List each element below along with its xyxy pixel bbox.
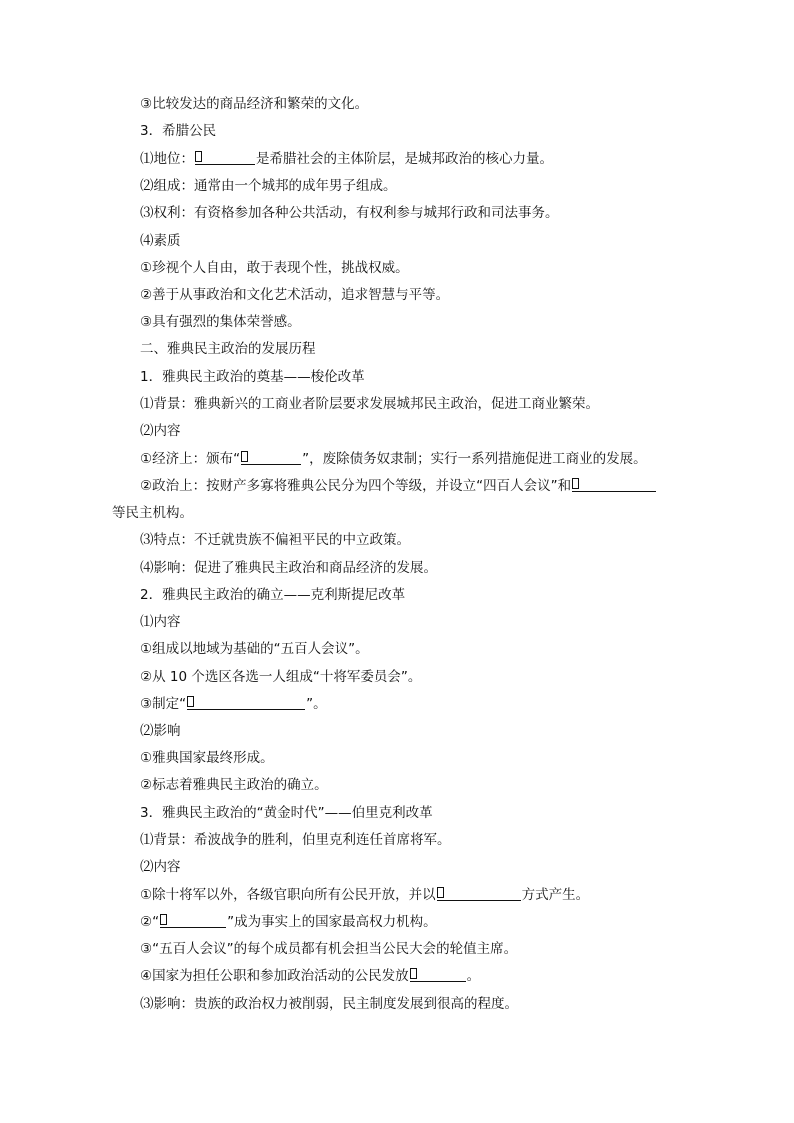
text-line — [140, 913, 437, 931]
text-span: ”，废除债务奴隶制；实行一系列措施促进工商业的发展。 — [302, 451, 647, 467]
text-line: ⑴背景：希波战争的胜利，伯里克利连任首席将军。 — [140, 832, 451, 848]
section-heading: 二、雅典民主政治的发展历程 — [140, 341, 316, 357]
text-line: ⑵内容 — [140, 423, 181, 439]
fill-blank[interactable] — [437, 886, 521, 901]
text-line: ⑴内容 — [140, 614, 181, 630]
text-span: ②“ — [140, 914, 160, 930]
text-line: ⑴背景：雅典新兴的工商业者阶层要求发展城邦民主政治，促进工商业繁荣。 — [140, 396, 599, 412]
text-line: ③具有强烈的集体荣誉感。 — [140, 314, 301, 330]
fill-blank[interactable] — [187, 695, 305, 710]
text-line: ③“五百人会议”的每个成员都有机会担当公民大会的轮值主席。 — [140, 941, 518, 957]
section-heading: 3．希腊公民 — [140, 123, 217, 139]
text-span: ⑴地位： — [140, 151, 194, 167]
text-line: ⑶特点：不迁就贵族不偏袒平民的中立政策。 — [140, 532, 410, 548]
text-span: ①除十将军以外，各级官职向所有公民开放，并以 — [140, 887, 436, 903]
section-heading: 2．雅典民主政治的确立——克利斯提尼改革 — [140, 587, 406, 603]
text-line: ①组成以地域为基础的“五百人会议”。 — [140, 641, 369, 657]
text-span: ②政治上：按财产多寡将雅典公民分为四个等级，并设立“四百人会议”和 — [140, 478, 572, 494]
text-line: ⑶权利：有资格参加各种公共活动，有权利参与城邦行政和司法事务。 — [140, 205, 559, 221]
text-line: ②善于从事政治和文化艺术活动，追求智慧与平等。 — [140, 287, 450, 303]
section-heading: 3．雅典民主政治的“黄金时代”——伯里克利改革 — [140, 805, 433, 821]
text-line: ⑷素质 — [140, 233, 181, 249]
fill-blank[interactable] — [410, 967, 466, 982]
text-line — [140, 886, 589, 904]
text-span: 是希腊社会的主体阶层，是城邦政治的核心力量。 — [256, 151, 553, 167]
text-line: ⑶影响：贵族的政治权力被削弱，民主制度发展到很高的程度。 — [140, 996, 518, 1012]
text-line — [140, 477, 657, 495]
text-span: ③制定“ — [140, 696, 187, 712]
section-heading: 1．雅典民主政治的奠基——梭伦改革 — [140, 369, 365, 385]
fill-blank[interactable] — [572, 477, 656, 492]
fill-blank[interactable] — [195, 150, 255, 165]
fill-blank[interactable] — [160, 913, 226, 928]
text-line: ②从 10 个选区各选一人组成“十将军委员会”。 — [140, 669, 422, 685]
text-line — [140, 450, 647, 468]
text-line: ⑷影响：促进了雅典民主政治和商品经济的发展。 — [140, 560, 437, 576]
text-line: ③比较发达的商品经济和繁荣的文化。 — [140, 96, 369, 112]
text-span: 。 — [466, 968, 481, 984]
text-line: ⑵组成：通常由一个城邦的成年男子组成。 — [140, 178, 397, 194]
text-line — [140, 150, 553, 168]
text-span: ”成为事实上的国家最高权力机构。 — [227, 914, 437, 930]
text-line: ⑵影响 — [140, 723, 181, 739]
text-line: ⑵内容 — [140, 859, 181, 875]
text-line: ①珍视个人自由，敢于表现个性，挑战权威。 — [140, 260, 409, 276]
text-line: 等民主机构。 — [112, 505, 193, 521]
text-span: ④国家为担任公职和参加政治活动的公民发放 — [140, 968, 409, 984]
text-line: ①雅典国家最终形成。 — [140, 750, 274, 766]
text-line — [140, 695, 327, 713]
text-span: ①经济上：颁布“ — [140, 451, 241, 467]
text-span: 方式产生。 — [521, 887, 590, 903]
text-span: ”。 — [306, 696, 327, 712]
text-line — [140, 967, 480, 985]
text-line: ②标志着雅典民主政治的确立。 — [140, 777, 328, 793]
fill-blank[interactable] — [241, 450, 301, 465]
